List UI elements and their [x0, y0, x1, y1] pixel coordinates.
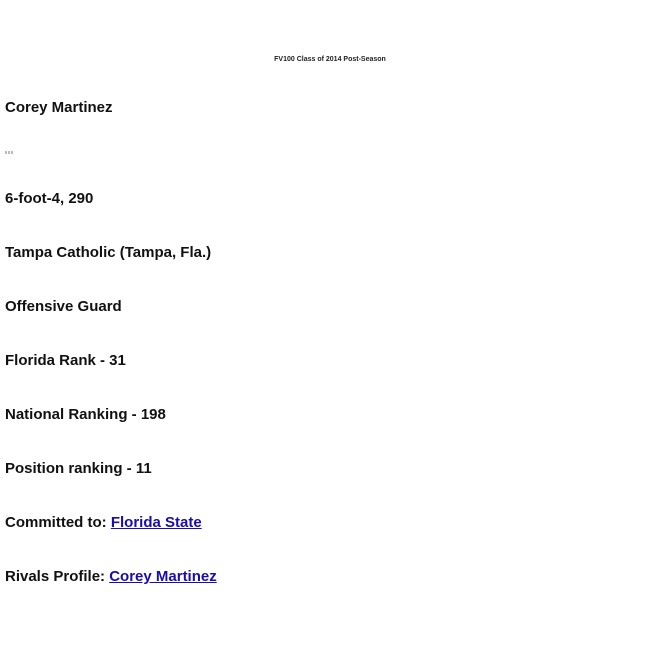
player-school: Tampa Catholic (Tampa, Fla.) [5, 244, 212, 261]
rivals-profile-label: Rivals Profile: [5, 568, 110, 585]
committed-school-link[interactable]: Florida State [110, 514, 202, 531]
florida-rank: Florida Rank - 31 [5, 352, 126, 369]
committed-line [5, 514, 202, 531]
rivals-profile-line [5, 568, 217, 585]
player-position: Offensive Guard [5, 298, 122, 315]
position-ranking: Position ranking - 11 [5, 460, 152, 477]
broken-image-icon [5, 151, 15, 155]
player-size: 6-foot-4, 290 [5, 190, 94, 207]
national-ranking: National Ranking - 198 [5, 406, 166, 423]
rivals-profile-link[interactable]: Corey Martinez [109, 568, 217, 585]
page-header: FV100 Class of 2014 Post-Season [274, 56, 386, 63]
player-name: Corey Martinez [5, 99, 113, 116]
committed-label: Committed to: [5, 514, 111, 531]
